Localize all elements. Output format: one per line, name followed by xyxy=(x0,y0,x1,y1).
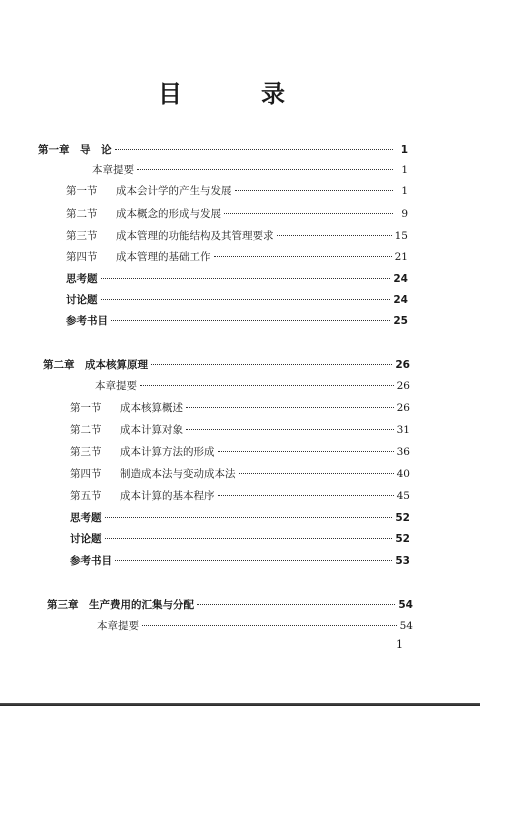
toc-section-number: 第五节 xyxy=(70,490,102,502)
toc-title-char-2: 录 xyxy=(261,80,285,108)
toc-section-number: 第一节 xyxy=(70,402,102,414)
toc-section[interactable] xyxy=(70,423,410,437)
toc-section[interactable] xyxy=(70,467,410,481)
toc-page-number: 52 xyxy=(395,533,410,545)
toc-section-title: 成本核算概述 xyxy=(120,402,183,414)
toc-page-number: 15 xyxy=(394,230,408,242)
toc-section-title: 成本管理的功能结构及其管理要求 xyxy=(116,230,274,242)
toc-entry-label: 讨论题 xyxy=(66,294,98,306)
toc-section[interactable] xyxy=(66,207,408,221)
dot-leader xyxy=(218,495,394,496)
toc-section[interactable] xyxy=(70,445,410,459)
toc-page-number: 1 xyxy=(400,144,408,156)
toc-entry-label: 本章提要 xyxy=(92,164,134,176)
toc-references[interactable] xyxy=(70,554,410,568)
toc-page-number: 26 xyxy=(395,359,410,371)
page-number: 1 xyxy=(396,638,403,651)
toc-entry-label: 本章提要 xyxy=(97,620,139,632)
toc-entry-label: 第二章 成本核算原理 xyxy=(43,359,148,371)
dot-leader xyxy=(235,190,394,191)
toc-entry-label: 参考书目 xyxy=(70,555,112,567)
toc-chapter-3[interactable] xyxy=(47,598,413,612)
toc-chapter-1[interactable] xyxy=(38,143,408,157)
toc-page-number: 54 xyxy=(398,599,413,611)
toc-review-questions[interactable] xyxy=(70,511,410,525)
toc-section-number: 第四节 xyxy=(70,468,102,480)
toc-entry-label: 第三章 生产费用的汇集与分配 xyxy=(47,599,194,611)
toc-section-number: 第二节 xyxy=(70,424,102,436)
dot-leader xyxy=(115,560,392,561)
dot-leader xyxy=(224,213,393,214)
toc-page-number: 36 xyxy=(396,446,410,458)
dot-leader xyxy=(140,385,394,386)
toc-entry-label: 本章提要 xyxy=(95,380,137,392)
toc-page-number: 1 xyxy=(401,164,408,176)
toc-discussion-questions[interactable] xyxy=(66,293,408,307)
toc-page-number: 24 xyxy=(393,273,408,285)
toc-section[interactable] xyxy=(70,401,410,415)
toc-entry-label: 第一章 导 论 xyxy=(38,144,112,156)
dot-leader xyxy=(111,320,390,321)
dot-leader xyxy=(151,364,392,365)
toc-summary[interactable] xyxy=(97,619,413,633)
toc-section-title: 成本管理的基础工作 xyxy=(116,251,211,263)
toc-page-number: 52 xyxy=(395,512,410,524)
dot-leader xyxy=(142,625,397,626)
dot-leader xyxy=(105,538,393,539)
toc-section[interactable] xyxy=(66,250,408,264)
toc-summary[interactable] xyxy=(92,163,408,177)
toc-section-number: 第二节 xyxy=(66,208,98,220)
toc-page-number: 26 xyxy=(396,380,410,392)
toc-page-number: 1 xyxy=(401,185,408,197)
toc-page-number: 21 xyxy=(394,251,408,263)
dot-leader xyxy=(101,299,391,300)
toc-section-title: 成本计算的基本程序 xyxy=(120,490,215,502)
toc-section-number: 第三节 xyxy=(70,446,102,458)
toc-page-number: 54 xyxy=(399,620,413,632)
dot-leader xyxy=(218,451,394,452)
scan-edge-line xyxy=(0,703,480,706)
toc-section-title: 成本会计学的产生与发展 xyxy=(116,185,232,197)
toc-section-title: 成本计算对象 xyxy=(120,424,183,436)
dot-leader xyxy=(105,517,393,518)
dot-leader xyxy=(239,473,394,474)
toc-section-title: 制造成本法与变动成本法 xyxy=(120,468,236,480)
toc-page-number: 31 xyxy=(396,424,410,436)
toc-section-number: 第三节 xyxy=(66,230,98,242)
toc-entry-label: 讨论题 xyxy=(70,533,102,545)
toc-section-number: 第一节 xyxy=(66,185,98,197)
dot-leader xyxy=(101,278,391,279)
toc-entry-label: 思考题 xyxy=(66,273,98,285)
toc-entry-label: 思考题 xyxy=(70,512,102,524)
dot-leader xyxy=(115,149,394,150)
toc-chapter-2[interactable] xyxy=(43,358,410,372)
toc-entry-label: 参考书目 xyxy=(66,315,108,327)
toc-references[interactable] xyxy=(66,314,408,328)
toc-discussion-questions[interactable] xyxy=(70,532,410,546)
dot-leader xyxy=(197,604,395,605)
toc-section[interactable] xyxy=(70,489,410,503)
toc-page-number: 53 xyxy=(395,555,410,567)
toc-review-questions[interactable] xyxy=(66,272,408,286)
dot-leader xyxy=(186,429,394,430)
toc-section[interactable] xyxy=(66,184,408,198)
toc-section[interactable] xyxy=(66,229,408,243)
toc-page-number: 24 xyxy=(393,294,408,306)
dot-leader xyxy=(186,407,394,408)
dot-leader xyxy=(137,169,393,170)
toc-section-title: 成本概念的形成与发展 xyxy=(116,208,221,220)
toc-page-number: 9 xyxy=(401,208,408,220)
toc-page-number: 25 xyxy=(393,315,408,327)
dot-leader xyxy=(277,235,392,236)
toc-title-char-1: 目 xyxy=(158,80,182,108)
toc-page-number: 40 xyxy=(396,468,410,480)
toc-page-number: 45 xyxy=(396,490,410,502)
toc-summary[interactable] xyxy=(95,379,410,393)
toc-page-number: 26 xyxy=(396,402,410,414)
toc-section-number: 第四节 xyxy=(66,251,98,263)
toc-section-title: 成本计算方法的形成 xyxy=(120,446,215,458)
dot-leader xyxy=(214,256,392,257)
toc-title xyxy=(0,74,505,108)
